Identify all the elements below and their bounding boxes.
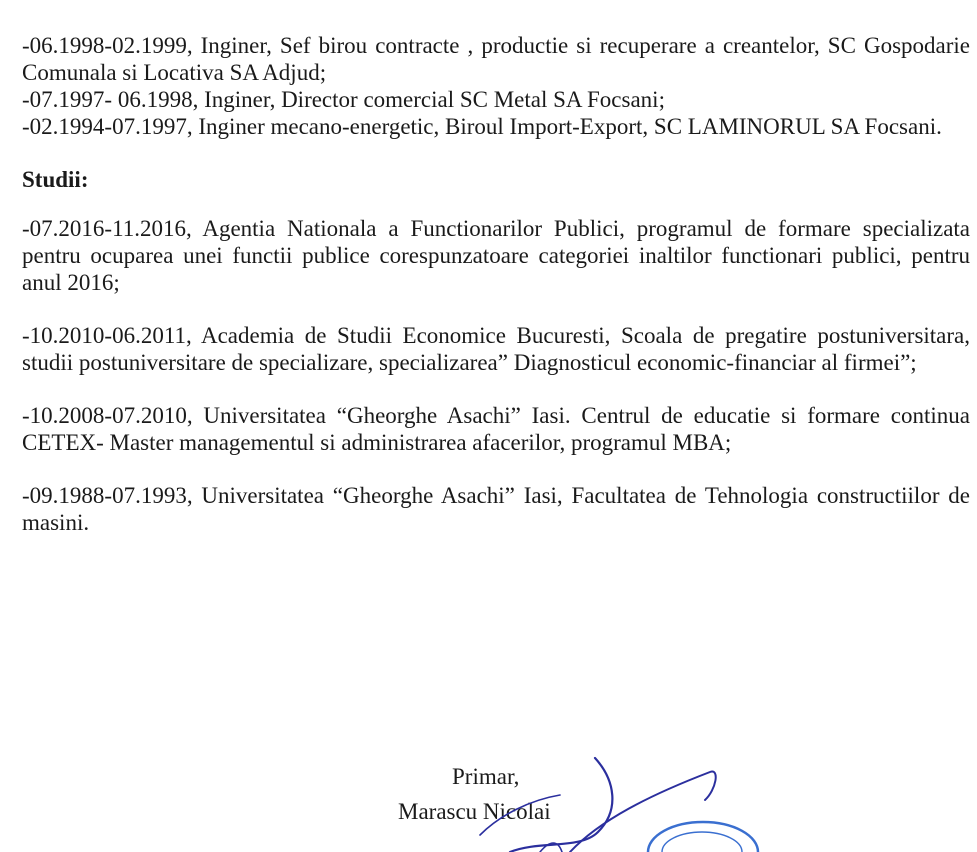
spacer <box>22 376 970 402</box>
signature-stroke <box>570 772 716 852</box>
document-body <box>22 32 970 536</box>
signature-stroke <box>480 795 560 835</box>
spacer <box>22 296 970 322</box>
spacer <box>22 140 970 166</box>
study-entry-2: -10.2010-06.2011, Academia de Studii Economice Bucuresti, Scoala de pregatire postuniversitara, studii postuniversitare de specializare, specializarea” Diagnosticul economic-financiar al firmei”; <box>22 323 970 375</box>
experience-entry-1: -06.1998-02.1999, Inginer, Sef birou contracte , productie si recuperare a creantelor, SC Gospodarie Comunala si Locativa SA Adjud; <box>22 33 970 85</box>
spacer <box>22 193 970 215</box>
spacer <box>22 456 970 482</box>
signatory-name: Marascu Nicolai <box>398 799 551 824</box>
experience-entry-3: -02.1994-07.1997, Inginer mecano-energetic, Biroul Import-Export, SC LAMINORUL SA Focsani. <box>22 114 942 139</box>
handwritten-signature <box>480 740 750 852</box>
official-stamp <box>662 832 742 852</box>
studies-heading: Studii: <box>22 167 89 192</box>
experience-entry-2: -07.1997- 06.1998, Inginer, Director comercial SC Metal SA Focsani; <box>22 87 665 112</box>
study-entry-1: -07.2016-11.2016, Agentia Nationala a Functionarilor Publici, programul de formare specializata pentru ocuparea unei functii publice corespunzatoare categoriei inaltilor functionari publici, pentru anul 2016; <box>22 216 970 295</box>
signatory-title: Primar, <box>452 764 520 789</box>
study-entry-3: -10.2008-07.2010, Universitatea “Gheorghe Asachi” Iasi. Centrul de educatie si formare continua CETEX- Master managementul si administrarea afacerilor, programul MBA; <box>22 403 970 455</box>
study-entry-4: -09.1988-07.1993, Universitatea “Gheorghe Asachi” Iasi, Facultatea de Tehnologia constructiilor de masini. <box>22 483 970 535</box>
